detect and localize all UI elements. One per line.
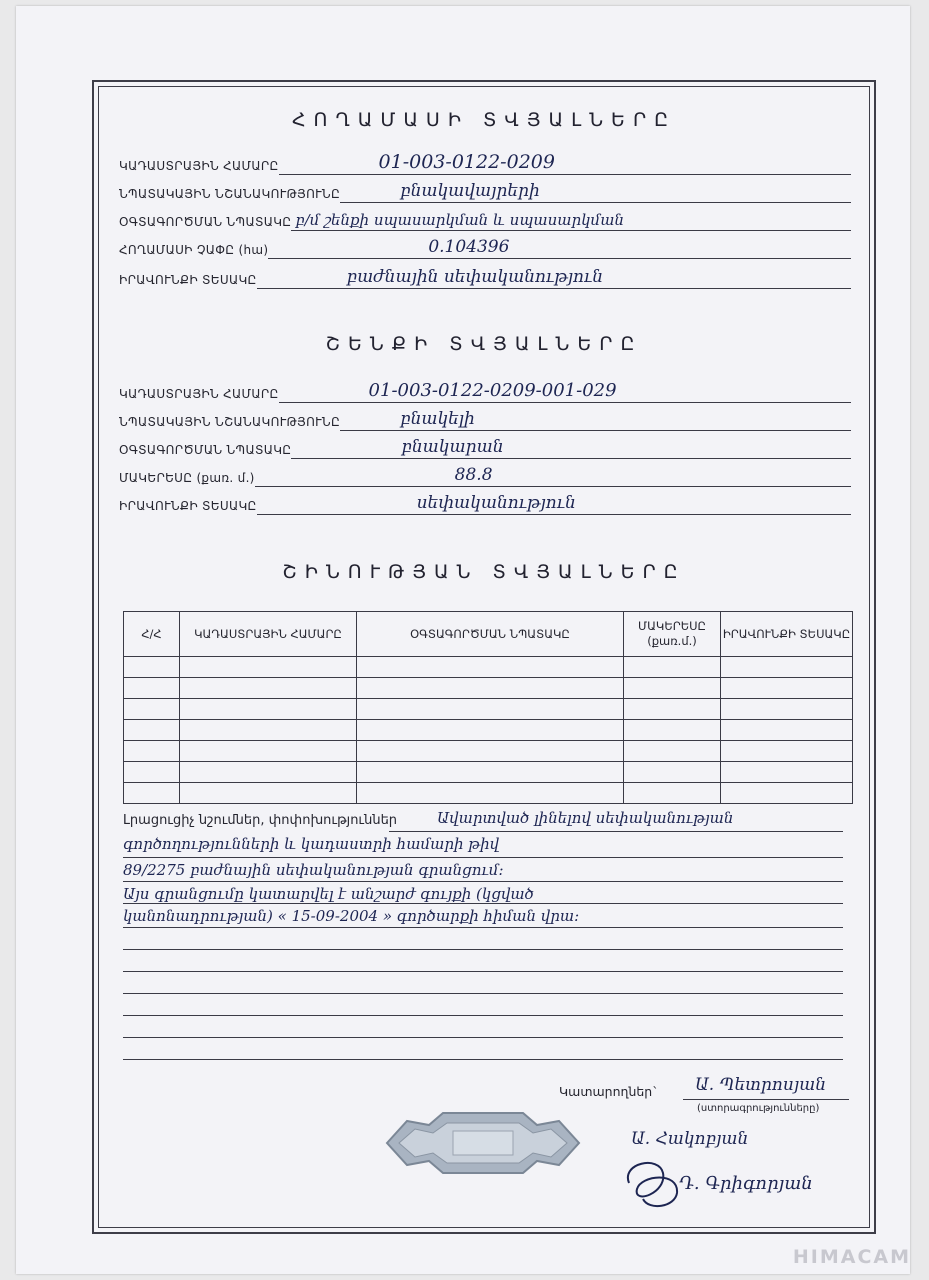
building-cadastral-value: 01-003-0122-0209-001-029 [368,380,617,401]
building-rights-label: ԻՐԱՎՈՒՆՔԻ ՏԵՍԱԿԸ [119,499,257,513]
table-cell [721,741,853,762]
table-cell [180,762,357,783]
table-cell [624,657,721,678]
table-cell [357,762,624,783]
land-usage-row [119,209,851,231]
building-cadastral-row [119,381,851,403]
building-area-label: ՄԱԿԵՐԵՍԸ (քառ. մ.) [119,471,255,485]
construction-table-body [124,657,853,804]
land-usage-label: ՕԳՏԱԳՈՐԾՄԱՆ ՆՊԱՏԱԿԸ [119,215,292,229]
building-usage-row [119,437,851,459]
land-purpose-label: ՆՊԱՏԱԿԱՅԻՆ ՆՇԱՆԱԿՈՒԹՅՈՒՆԸ [119,187,341,201]
building-cadastral-label: ԿԱԴԱՍՏՐԱՅԻՆ ՀԱՄԱՐԸ [119,387,279,401]
table-cell [624,741,721,762]
table-row [124,657,853,678]
land-purpose-row [119,181,851,203]
table-cell [624,720,721,741]
table-cell [124,699,180,720]
table-cell [721,699,853,720]
construction-table [123,611,853,804]
table-cell [180,783,357,804]
building-purpose-row [119,409,851,431]
building-purpose-label: ՆՊԱՏԱԿԱՅԻՆ ՆՇԱՆԱԿՈՒԹՅՈՒՆԸ [119,415,341,429]
land-rights-row [119,267,851,289]
table-cell [124,783,180,804]
notes-line-3: 89/2275 բաժնային սեփականության գրանցում։ [123,861,504,879]
table-cell [124,678,180,699]
building-usage-value: բնակարան [401,437,504,457]
table-cell [357,783,624,804]
land-cadastral-row [119,153,851,175]
signer-1: Ա. Պետրոսյան [695,1075,827,1095]
document-page [16,6,910,1274]
land-purpose-value: բնակավայրերի [400,181,540,201]
table-cell [624,783,721,804]
table-cell [180,678,357,699]
table-header-row [124,612,853,657]
table-cell [357,699,624,720]
land-area-value: 0.104396 [428,237,510,257]
building-purpose-value: բնակելի [400,409,475,429]
table-cell [357,657,624,678]
signature-scribble [619,1153,689,1213]
document-border [92,80,876,1234]
col-header-rights: ԻՐԱՎՈՒՆՔԻ ՏԵՍԱԿԸ [721,612,853,657]
table-row [124,762,853,783]
table-cell [124,741,180,762]
table-cell [180,699,357,720]
table-cell [357,720,624,741]
ornament-badge [373,1103,593,1183]
notes-line-4: Այս գրանցումը կատարվել է անշարժ գույքի (կցված [123,885,534,903]
land-section-title: ՀՈՂԱՄԱՍԻ ՏՎՅԱԼՆԵՐԸ [291,109,677,131]
construction-section-title: ՇԻՆՈՒԹՅԱՆ ՏՎՅԱԼՆԵՐԸ [282,561,686,583]
land-area-row [119,237,851,259]
land-rights-value: բաժնային սեփականություն [346,267,604,287]
table-cell [624,762,721,783]
notes-line-2: գործողությունների և կադաստրի համարի թիվ [123,835,500,853]
table-cell [180,720,357,741]
table-cell [721,657,853,678]
land-usage-value: բ/մ շենքի սպասարկման և սպասարկման [295,211,624,229]
table-cell [721,678,853,699]
table-row [124,720,853,741]
signer-2: Ա. Հակոբյան [631,1129,749,1149]
land-cadastral-value: 01-003-0122-0209 [378,151,555,173]
table-cell [624,699,721,720]
table-cell [180,741,357,762]
land-area-label: ՀՈՂԱՄԱՍԻ ՉԱՓԸ (հա) [119,243,269,257]
table-row [124,678,853,699]
table-cell [124,657,180,678]
notes-label: Լրացուցիչ նշումներ, փոփոխություններ [123,813,398,828]
watermark-logo: HIMACAM [792,1246,911,1268]
building-area-value: 88.8 [454,465,493,485]
table-cell [721,720,853,741]
building-area-row [119,465,851,487]
table-cell [180,657,357,678]
building-usage-label: ՕԳՏԱԳՈՐԾՄԱՆ ՆՊԱՏԱԿԸ [119,443,292,457]
table-cell [721,762,853,783]
col-header-number: Հ/Հ [124,612,180,657]
land-cadastral-label: ԿԱԴԱՍՏՐԱՅԻՆ ՀԱՄԱՐԸ [119,159,279,173]
col-header-area: ՄԱԿԵՐԵՍԸ (քառ.մ.) [624,612,721,657]
building-rights-row [119,493,851,515]
table-cell [357,678,624,699]
col-header-cadastral: ԿԱԴԱՍՏՐԱՅԻՆ ՀԱՄԱՐԸ [180,612,357,657]
table-cell [124,720,180,741]
table-cell [721,783,853,804]
table-cell [124,762,180,783]
signer-3: Դ. Գրիգորյան [679,1173,813,1194]
table-row [124,783,853,804]
notes-line-1: Ավարտված լինելով սեփականության [437,809,734,827]
table-cell [357,741,624,762]
col-header-usage: ՕԳՏԱԳՈՐԾՄԱՆ ՆՊԱՏԱԿԸ [357,612,624,657]
table-cell [624,678,721,699]
building-rights-value: սեփականություն [416,493,576,513]
table-row [124,699,853,720]
land-rights-label: ԻՐԱՎՈՒՆՔԻ ՏԵՍԱԿԸ [119,273,257,287]
table-row [124,741,853,762]
executors-label: Կատարողներ` [559,1084,659,1099]
notes-line-5: կանոնադրության) « 15-09-2004 » գործարքի հիման վրա։ [123,907,580,925]
building-section-title: ՇԵՆՔԻ ՏՎՅԱԼՆԵՐԸ [325,333,643,355]
executors-sublabel: (ստորագրությունները) [697,1103,820,1114]
